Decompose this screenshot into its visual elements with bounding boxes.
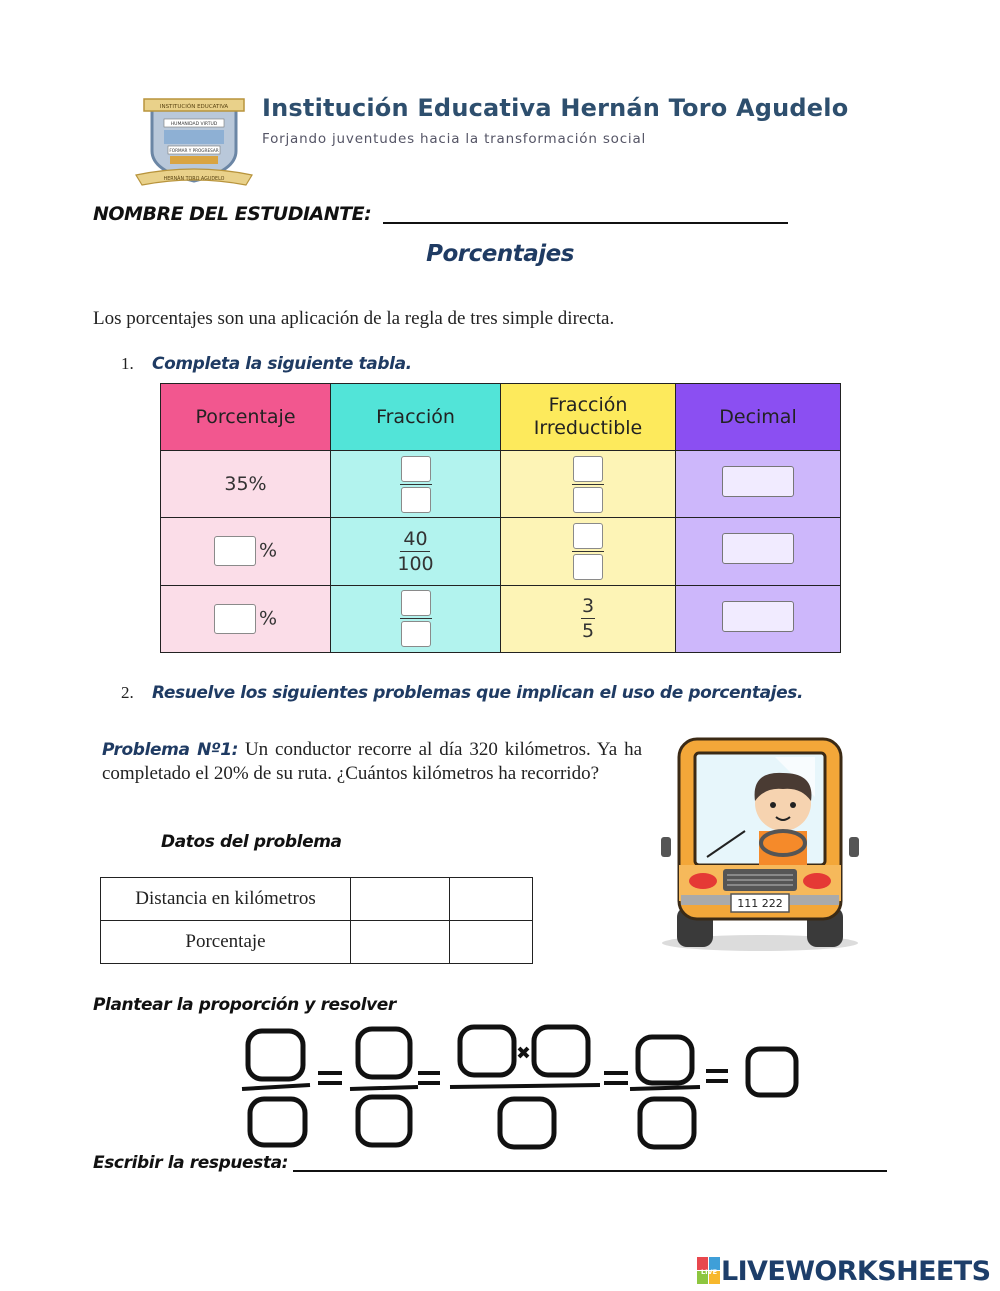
section-1-number: 1. — [121, 354, 134, 373]
answer-box — [640, 1099, 694, 1147]
school-crest-icon — [134, 97, 254, 189]
answer-box — [500, 1099, 554, 1147]
numerator-input[interactable] — [573, 456, 603, 482]
decimal-cell — [676, 451, 841, 518]
svg-text:HERNÁN TORO AGUDELO: HERNÁN TORO AGUDELO — [163, 177, 225, 182]
svg-text:HUMANIDAD VIRTUD: HUMANIDAD VIRTUD — [170, 122, 218, 127]
svg-text:INSTITUCIÓN EDUCATIVA: INSTITUCIÓN EDUCATIVA — [159, 104, 229, 110]
irreducible-cell — [501, 518, 676, 585]
proportion-label: Plantear la proporción y resolver — [93, 995, 396, 1015]
decimal-input[interactable] — [722, 466, 794, 497]
percent-input[interactable] — [214, 536, 256, 566]
data-table — [100, 877, 533, 964]
fraction-numerator: 40 — [403, 527, 428, 550]
answer-box — [534, 1027, 588, 1075]
irreducible-cell — [501, 451, 676, 518]
answer-box — [358, 1097, 410, 1145]
percent-cell: % — [161, 518, 331, 585]
denominator-input[interactable] — [401, 487, 431, 513]
svg-text:FORMAR Y PROGRESAR: FORMAR Y PROGRESAR — [169, 148, 219, 153]
answer-box — [250, 1099, 305, 1145]
data-input-cell[interactable] — [351, 878, 450, 921]
table-row — [161, 518, 841, 585]
table-row — [101, 878, 533, 921]
answer-box — [460, 1027, 514, 1075]
fraction-numerator: 3 — [581, 595, 595, 618]
bus-plate: 111 222 — [737, 897, 783, 910]
table-row — [161, 451, 841, 518]
percent-cell: % — [161, 585, 331, 652]
answer-box — [638, 1037, 692, 1083]
header-fraccion-irreductible: Fracción Irreductible — [501, 384, 676, 451]
irreducible-cell — [501, 585, 676, 652]
answer-field[interactable] — [293, 1170, 887, 1172]
brand-name: LIVEWORKSHEETS — [721, 1255, 991, 1287]
numerator-input[interactable] — [573, 523, 603, 549]
denominator-input[interactable] — [401, 621, 431, 647]
data-label: Distancia en kilómetros — [101, 878, 351, 921]
denominator-input[interactable] — [573, 554, 603, 580]
table-header-row — [161, 384, 841, 451]
page-title: Porcentajes — [426, 241, 574, 267]
data-title: Datos del problema — [161, 832, 342, 852]
header-porcentaje: Porcentaje — [161, 384, 331, 451]
svg-text:LIVE: LIVE — [700, 1268, 718, 1276]
data-input-cell[interactable] — [351, 921, 450, 964]
percent-value: 35% — [161, 451, 331, 518]
answer-label: Escribir la respuesta: — [93, 1153, 289, 1173]
fraction-cell — [331, 585, 501, 652]
problem-label: Problema Nº1: — [102, 740, 239, 760]
proportion-equation — [238, 1023, 803, 1151]
bus-driver-illustration — [655, 735, 865, 955]
decimal-cell — [676, 585, 841, 652]
problem-statement: Un conductor recorre al día 320 kilómetros. Ya ha completado el 20% de su ruta. ¿Cuántos kilómetros ha recorrido? — [102, 739, 643, 784]
intro-text: Los porcentajes son una aplicación de la regla de tres simple directa. — [93, 308, 615, 329]
percent-input[interactable] — [214, 604, 256, 634]
fraction-denominator: 5 — [581, 620, 595, 643]
answer-box — [248, 1031, 303, 1079]
table-row — [161, 585, 841, 652]
school-name: Institución Educativa Hernán Toro Agudelo — [262, 94, 849, 122]
percent-table — [160, 383, 840, 653]
decimal-cell — [676, 518, 841, 585]
fraction-denominator: 100 — [397, 552, 434, 575]
table-row — [101, 921, 533, 964]
data-label: Porcentaje — [101, 921, 351, 964]
header-fraccion: Fracción — [331, 384, 501, 451]
decimal-input[interactable] — [722, 533, 794, 564]
header-decimal: Decimal — [676, 384, 841, 451]
student-name-label: NOMBRE DEL ESTUDIANTE: — [93, 203, 372, 225]
numerator-input[interactable] — [401, 590, 431, 616]
data-input-cell[interactable] — [450, 878, 533, 921]
student-name-field[interactable] — [383, 222, 788, 224]
fraction-cell — [331, 518, 501, 585]
liveworksheets-badge-icon — [697, 1257, 721, 1285]
section-1-instruction: Completa la siguiente tabla. — [152, 354, 412, 374]
liveworksheets-logo — [697, 1257, 990, 1285]
numerator-input[interactable] — [401, 456, 431, 482]
school-motto: Forjando juventudes hacia la transformación social — [262, 131, 647, 147]
section-2-instruction: Resuelve los siguientes problemas que implican el uso de porcentajes. — [152, 683, 804, 703]
fraction-cell — [331, 451, 501, 518]
data-input-cell[interactable] — [450, 921, 533, 964]
answer-box — [748, 1049, 796, 1095]
answer-box — [358, 1029, 410, 1077]
problem-text — [102, 738, 642, 786]
section-2-number: 2. — [121, 683, 134, 702]
decimal-input[interactable] — [722, 601, 794, 632]
denominator-input[interactable] — [573, 487, 603, 513]
